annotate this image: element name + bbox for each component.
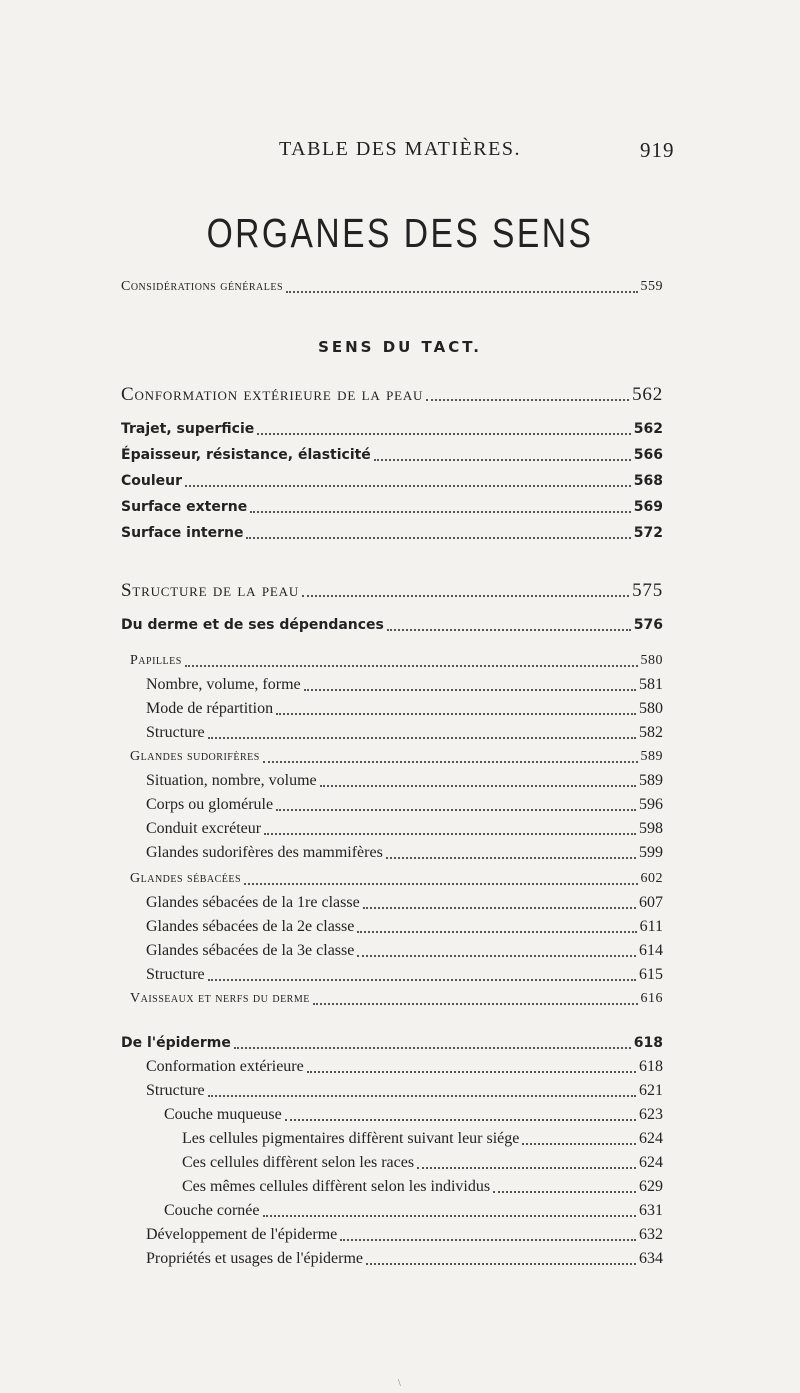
toc-entry-page: 598 — [639, 820, 663, 837]
toc-entry-page: 624 — [639, 1154, 663, 1171]
leader-dots — [263, 761, 638, 763]
toc-entry-label: Structure — [146, 724, 205, 741]
toc-entry — [146, 722, 663, 744]
leader-dots — [366, 1263, 636, 1265]
toc-entry-label: Glandes sébacées de la 2e classe — [146, 918, 355, 935]
leader-dots — [302, 595, 629, 597]
toc-entry-label: Situation, nombre, volume — [146, 772, 317, 789]
toc-entry-label: Glandes sudorifères — [130, 749, 260, 764]
toc-entry-label: Les cellules pigmentaires diffèrent suivant leur siége — [182, 1130, 520, 1147]
leader-dots — [208, 979, 636, 981]
leader-dots — [493, 1191, 636, 1193]
leader-dots — [363, 907, 636, 909]
toc-entry-page: 559 — [640, 279, 663, 294]
toc-entry-page: 582 — [639, 724, 663, 741]
toc-entry — [146, 964, 663, 986]
toc-entry-label: Conformation extérieure — [146, 1058, 304, 1075]
toc-entry-page: 575 — [632, 580, 663, 601]
toc-entry — [121, 522, 663, 544]
toc-entry-page: 634 — [639, 1250, 663, 1267]
toc-entry-page: 569 — [633, 499, 663, 515]
toc-entry-page: 607 — [639, 894, 663, 911]
toc-entry — [130, 650, 663, 672]
leader-dots — [234, 1047, 631, 1049]
toc-entry-page: 632 — [639, 1226, 663, 1243]
leader-dots — [246, 537, 630, 539]
toc-entry-page: 572 — [633, 525, 663, 541]
toc-entry-label: Conformation extérieure de la peau — [121, 384, 424, 405]
toc-entry-page: 589 — [640, 749, 663, 764]
toc-entry-label: Papilles — [130, 653, 182, 668]
toc-entry-page: 621 — [639, 1082, 663, 1099]
toc-entry — [121, 496, 663, 518]
leader-dots — [286, 291, 637, 293]
leader-dots — [185, 665, 638, 667]
running-title: TABLE DES MATIÈRES. — [279, 138, 521, 160]
toc-entry — [121, 418, 663, 440]
toc-entry — [146, 794, 663, 816]
toc-entry — [182, 1152, 663, 1174]
leader-dots — [386, 857, 636, 859]
toc-entry — [121, 1032, 663, 1054]
leader-dots — [244, 883, 637, 885]
toc-entry — [146, 698, 663, 720]
toc-entry-label: Glandes sébacées — [130, 871, 242, 886]
toc-entry-label: Ces cellules diffèrent selon les races — [182, 1154, 415, 1171]
leader-dots — [185, 485, 631, 487]
leader-dots — [320, 785, 636, 787]
toc-entry-page: 589 — [639, 772, 663, 789]
toc-entry-label: Corps ou glomérule — [146, 796, 274, 813]
toc-entry — [121, 384, 663, 406]
toc-entry-page: 624 — [639, 1130, 663, 1147]
toc-entry-label: Propriétés et usages de l'épiderme — [146, 1250, 364, 1267]
toc-entry-label: De l'épiderme — [121, 1035, 231, 1051]
toc-entry — [164, 1200, 663, 1222]
leader-dots — [257, 433, 631, 435]
toc-entry-page: 562 — [633, 421, 663, 437]
toc-entry-page: 580 — [639, 700, 663, 717]
toc-entry — [146, 770, 663, 792]
toc-entry-page: 614 — [639, 942, 663, 959]
page-number: 919 — [640, 138, 675, 162]
leader-dots — [264, 833, 636, 835]
toc-entry — [146, 1248, 663, 1270]
leader-dots — [357, 955, 636, 957]
subtitle: SENS DU TACT. — [318, 338, 482, 356]
toc-entry-page: 581 — [639, 676, 663, 693]
toc-entry-page: 580 — [640, 653, 663, 668]
toc-entry-page: 618 — [639, 1058, 663, 1075]
toc-entry-label: Surface interne — [121, 525, 244, 541]
toc-entry-label: Du derme et de ses dépendances — [121, 617, 384, 633]
toc-entry-label: Ces mêmes cellules diffèrent selon les individus — [182, 1178, 491, 1195]
toc-entry-page: 566 — [633, 447, 663, 463]
toc-entry — [121, 470, 663, 492]
toc-entry-page: 568 — [633, 473, 663, 489]
section-title: ORGANES DES SENS — [206, 210, 594, 256]
toc-entry — [121, 276, 663, 298]
toc-entry-label: Conduit excréteur — [146, 820, 262, 837]
leader-dots — [374, 459, 631, 461]
toc-entry — [146, 940, 663, 962]
toc-entry — [130, 868, 663, 890]
leader-dots — [250, 511, 631, 513]
leader-dots — [304, 689, 636, 691]
leader-dots — [208, 1095, 636, 1097]
toc-entry — [164, 1104, 663, 1126]
leader-dots — [208, 737, 636, 739]
toc-entry-label: Structure — [146, 966, 205, 983]
toc-entry-label: Développement de l'épiderme — [146, 1226, 338, 1243]
leader-dots — [387, 629, 631, 631]
toc-entry-label: Mode de répartition — [146, 700, 274, 717]
toc-entry-page: 629 — [639, 1178, 663, 1195]
toc-entry-label: Vaisseaux et nerfs du derme — [130, 991, 310, 1006]
toc-entry-page: 611 — [639, 918, 663, 935]
toc-entry-page: 618 — [633, 1035, 663, 1051]
leader-dots — [276, 809, 636, 811]
toc-entry — [146, 892, 663, 914]
leader-dots — [522, 1143, 636, 1145]
toc-entry-label: Glandes sébacées de la 1re classe — [146, 894, 360, 911]
toc-entry-page: 599 — [639, 844, 663, 861]
leader-dots — [285, 1119, 636, 1121]
leader-dots — [357, 931, 636, 933]
toc-entry-label: Couche muqueuse — [164, 1106, 282, 1123]
toc-entry — [146, 674, 663, 696]
toc-entry — [121, 614, 663, 636]
toc-entry-label: Surface externe — [121, 499, 248, 515]
footer-mark: \ — [398, 1378, 401, 1389]
toc-entry — [121, 580, 663, 602]
toc-entry-label: Structure de la peau — [121, 580, 300, 601]
toc-entry-label: Couleur — [121, 473, 183, 489]
toc-entry-label: Glandes sébacées de la 3e classe — [146, 942, 355, 959]
toc-entry-label: Structure — [146, 1082, 205, 1099]
toc-entry-page: 602 — [640, 871, 663, 886]
leader-dots — [426, 399, 629, 401]
leader-dots — [263, 1215, 636, 1217]
toc-entry-page: 615 — [639, 966, 663, 983]
leader-dots — [276, 713, 636, 715]
leader-dots — [313, 1003, 638, 1005]
toc-entry — [146, 916, 663, 938]
page-header — [0, 138, 800, 168]
toc-entry — [146, 842, 663, 864]
toc-entry — [146, 1056, 663, 1078]
toc-entry-label: Trajet, superficie — [121, 421, 255, 437]
leader-dots — [307, 1071, 636, 1073]
toc-entry — [182, 1128, 663, 1150]
toc-entry — [121, 444, 663, 466]
toc-entry — [146, 818, 663, 840]
toc-entry — [182, 1176, 663, 1198]
toc-entry-page: 576 — [633, 617, 663, 633]
toc-entry — [130, 746, 663, 768]
toc-entry-page: 631 — [639, 1202, 663, 1219]
toc-entry-label: Considérations générales — [121, 279, 284, 294]
toc-entry-page: 562 — [632, 384, 663, 405]
toc-entry-label: Glandes sudorifères des mammifères — [146, 844, 383, 861]
toc-entry-label: Couche cornée — [164, 1202, 260, 1219]
toc-entry-page: 623 — [639, 1106, 663, 1123]
toc-entry — [130, 988, 663, 1010]
toc-entry — [146, 1224, 663, 1246]
toc-entry-page: 596 — [639, 796, 663, 813]
leader-dots — [417, 1167, 636, 1169]
toc-entry-label: Épaisseur, résistance, élasticité — [121, 447, 371, 463]
toc-entry — [146, 1080, 663, 1102]
leader-dots — [340, 1239, 636, 1241]
toc-entry-label: Nombre, volume, forme — [146, 676, 301, 693]
toc-entry-page: 616 — [640, 991, 663, 1006]
